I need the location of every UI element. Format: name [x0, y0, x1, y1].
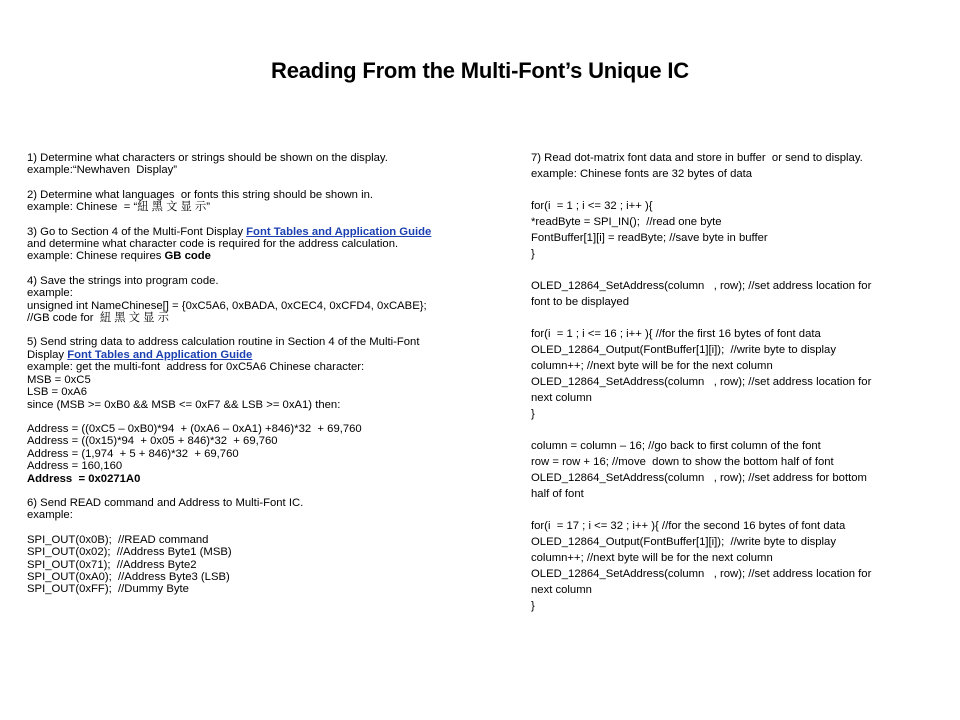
font-tables-guide-link[interactable]: Font Tables and Application Guide [246, 225, 432, 238]
step-2-example: example: Chinese = “紐 黑 文 显 示” [27, 201, 211, 214]
code-line: row = row + 16; //move down to show the bottom half of font [531, 456, 834, 468]
spi-line-4: SPI_OUT(0xA0); //Address Byte3 (LSB) [27, 570, 230, 583]
spi-line-3: SPI_OUT(0x71); //Address Byte2 [27, 558, 197, 571]
step-4-text: 4) Save the strings into program code. [27, 274, 219, 287]
step-6-example-label: example: [27, 509, 73, 522]
right-column [531, 150, 936, 614]
spi-line-5: SPI_OUT(0xFF); //Dummy Byte [27, 583, 189, 596]
step-1-example: example:“Newhaven Display” [27, 164, 178, 177]
code-line: } [531, 600, 535, 612]
step-5-prefix: Display [27, 348, 68, 361]
address-calc-4: Address = 160,160 [27, 460, 123, 473]
step-1-text: 1) Determine what characters or strings should be shown on the display. [27, 152, 388, 164]
code-line: } [531, 248, 535, 260]
font-tables-guide-link-2[interactable]: Font Tables and Application Guide [67, 348, 253, 361]
step-5-lsb: LSB = 0xA6 [27, 386, 87, 399]
step-2-text: 2) Determine what languages or fonts this string should be shown in. [27, 188, 374, 201]
code-line: column++; //next byte will be for the next column [531, 552, 773, 564]
step-3-example [27, 250, 507, 262]
code-line: OLED_12864_Output(FontBuffer[1][i]); //write byte to display [531, 344, 836, 356]
step-5-text: 5) Send string data to address calculation routine in Section 4 of the Multi-Font [27, 336, 420, 349]
step-5-example: example: get the multi-font address for 0xC5A6 Chinese character: [27, 361, 365, 374]
page-title: Reading From the Multi-Font’s Unique IC [271, 58, 689, 83]
address-calc-1: Address = ((0xC5 – 0xB0)*94 + (0xA6 – 0xA1) +846)*32 + 69,760 [27, 422, 362, 435]
step-4-comment: //GB code for 紐 黑 文 显 示 [27, 312, 169, 325]
left-column [27, 152, 507, 596]
code-line: column++; //next byte will be for the next column [531, 360, 773, 372]
step-7-example: example: Chinese fonts are 32 bytes of data [531, 168, 753, 180]
code-line: OLED_12864_SetAddress(column , row); //set address location for [531, 568, 872, 580]
step-6-text: 6) Send READ command and Address to Multi-Font IC. [27, 496, 304, 509]
spi-line-2: SPI_OUT(0x02); //Address Byte1 (MSB) [27, 546, 232, 559]
address-calc-2: Address = ((0x15)*94 + 0x05 + 846)*32 + 69,760 [27, 435, 278, 448]
code-line: OLED_12864_SetAddress(column , row); //set address for bottom [531, 472, 867, 484]
code-line: font to be displayed [531, 296, 629, 308]
code-line: next column [531, 584, 592, 596]
gb-code-label: GB code [164, 250, 211, 263]
step-3-text [27, 226, 507, 238]
step-4-example-label: example: [27, 287, 73, 300]
code-line: } [531, 408, 535, 420]
code-line: OLED_12864_Output(FontBuffer[1][i]); //write byte to display [531, 536, 836, 548]
step-5-msb: MSB = 0xC5 [27, 373, 91, 386]
step-5-condition: since (MSB >= 0xB0 && MSB <= 0xF7 && LSB >= 0xA1) then: [27, 398, 341, 411]
code-line: OLED_12864_SetAddress(column , row); //set address location for [531, 280, 872, 292]
code-line: for(i = 17 ; i <= 32 ; i++ ){ //for the second 16 bytes of font data [531, 520, 846, 532]
code-line: next column [531, 392, 592, 404]
code-line: column = column – 16; //go back to first column of the font [531, 440, 821, 452]
step-4-code: unsigned int NameChinese[] = {0xC5A6, 0xBADA, 0xCEC4, 0xCFD4, 0xCABE}; [27, 299, 427, 312]
code-line: for(i = 1 ; i <= 16 ; i++ ){ //for the first 16 bytes of font data [531, 328, 821, 340]
step-3-example-prefix: example: Chinese requires [27, 250, 165, 263]
code-line: for(i = 1 ; i <= 32 ; i++ ){ [531, 200, 653, 212]
step-7-text: 7) Read dot-matrix font data and store in buffer or send to display. [531, 152, 863, 164]
address-calc-3: Address = (1,974 + 5 + 846)*32 + 69,760 [27, 447, 239, 460]
code-line: FontBuffer[1][i] = readByte; //save byte in buffer [531, 232, 768, 244]
code-line: half of font [531, 488, 584, 500]
address-result: Address = 0x0271A0 [27, 472, 141, 485]
code-line: *readByte = SPI_IN(); //read one byte [531, 216, 722, 228]
step-3-text-2: and determine what character code is required for the address calculation. [27, 238, 399, 251]
step-5-text-2 [27, 349, 507, 361]
spi-line-1: SPI_OUT(0x0B); //READ command [27, 533, 209, 546]
step-3-prefix: 3) Go to Section 4 of the Multi-Font Display [27, 225, 247, 238]
code-line: OLED_12864_SetAddress(column , row); //set address location for [531, 376, 872, 388]
